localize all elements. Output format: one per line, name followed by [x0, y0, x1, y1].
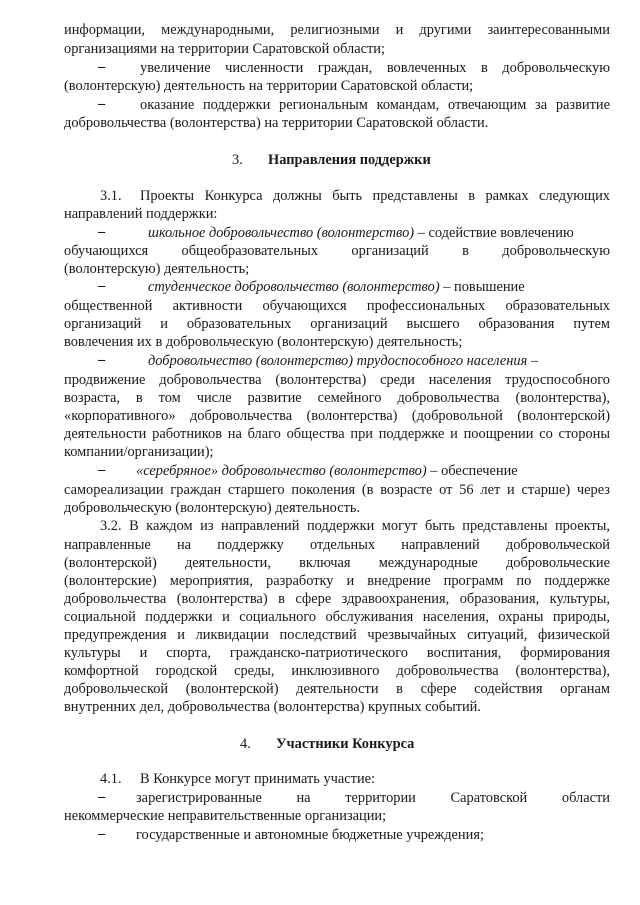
- clause-3-2-line-8: культуры и спорта, гражданско-патриотического воспитания, формирования: [64, 645, 610, 661]
- section-3-title: Направления поддержки: [268, 152, 431, 168]
- bullet-dash: –: [98, 352, 106, 368]
- bullet-dash: –: [98, 278, 106, 294]
- clause-3-1-line-2: направлений поддержки:: [64, 206, 218, 222]
- bullet-dash: –: [98, 789, 106, 805]
- bullet-dash: –: [98, 462, 106, 478]
- direction-3-line-2: продвижение добровольчества (волонтерства) среди населения трудоспособного: [64, 372, 610, 388]
- clause-3-2-line-9: комфортной городской среды, инклюзивного добровольчества (волонтерства),: [64, 663, 610, 679]
- bullet-dash: –: [98, 826, 106, 842]
- direction-1-line-1: [148, 224, 610, 243]
- direction-2-line-2: общественной активности обучающихся профессиональных образовательных: [64, 298, 610, 314]
- bullet-dash: –: [98, 224, 106, 240]
- direction-4-line-3: добровольческую (волонтерскую) деятельность.: [64, 500, 361, 516]
- intro-line-2: организациями на территории Саратовской области;: [64, 41, 385, 57]
- participant-1-line-2: некоммерческие неправительственные организации;: [64, 808, 387, 824]
- direction-2-line-4: вовлечения их в добровольческую (волонтерскую) деятельность;: [64, 334, 463, 350]
- intro-bullet-1-line-1: увеличение численности граждан, вовлеченных в добровольческую: [140, 60, 610, 76]
- direction-3-line-5: деятельности работников на благо общества при поддержке и поощрении со стороны: [64, 426, 610, 442]
- clause-3-1-number: 3.1.: [100, 188, 122, 204]
- direction-3-text: –: [527, 353, 539, 369]
- clause-3-2-line-3: (волонтерской) деятельности, включая международные добровольческие: [64, 555, 610, 571]
- direction-2-line-1: [148, 278, 610, 297]
- direction-3-line-3: возраста, в том числе развитие семейного добровольчества (волонтерства),: [64, 390, 610, 406]
- clause-3-2-line-1: 3.2. В каждом из направлений поддержки могут быть представлены проекты,: [100, 518, 610, 534]
- direction-1-line-2: обучающихся общеобразовательных организаций в добровольческую: [64, 243, 610, 259]
- direction-1-text: – содействие вовлечению: [414, 225, 574, 241]
- direction-2-line-3: организаций и образовательных организаций высшего образования путем: [64, 316, 610, 332]
- clause-3-2-line-2: направленные на поддержку отдельных направлений добровольческой: [64, 537, 610, 553]
- intro-bullet-1-line-2: (волонтерскую) деятельность на территории Саратовской области;: [64, 78, 474, 94]
- direction-3-term: добровольчество (волонтерство) трудоспособного населения: [148, 353, 528, 369]
- clause-3-2-line-4: (волонтерские) мероприятия, разработку и внедрение программ по поддержке: [64, 573, 610, 589]
- section-4-title: Участники Конкурса: [276, 736, 415, 752]
- direction-3-line-4: «корпоративного» добровольчества (волонтерства) (добровольной (волонтерской): [64, 408, 610, 424]
- clause-3-2-line-7: предупреждения и ликвидации последствий чрезвычайных ситуаций, физической: [64, 627, 610, 643]
- participant-1-line-1: зарегистрированные на территории Саратовской области: [136, 790, 610, 806]
- direction-1-term: школьное добровольчество (волонтерство): [148, 225, 415, 241]
- direction-1-line-3: (волонтерскую) деятельность;: [64, 261, 250, 277]
- direction-4-term: «серебряное» добровольчество (волонтерство): [136, 463, 427, 479]
- direction-3-line-6: компании/организации);: [64, 444, 214, 460]
- bullet-dash: –: [98, 59, 106, 75]
- section-3-number: 3.: [232, 152, 243, 168]
- clause-4-1-text: В Конкурсе могут принимать участие:: [140, 771, 376, 787]
- direction-2-term: студенческое добровольчество (волонтерство): [148, 279, 440, 295]
- direction-4-text: – обеспечение: [426, 463, 518, 479]
- clause-3-2-line-5: добровольчества (волонтерства) в сфере здравоохранения, образования, культуры,: [64, 591, 610, 607]
- clause-4-1-number: 4.1.: [100, 771, 122, 787]
- clause-3-2-line-11: внутренних дел, добровольчества (волонтерства) крупных событий.: [64, 699, 481, 715]
- direction-4-line-1: [136, 462, 610, 481]
- clause-3-2-line-10: добровольческой (волонтерской) деятельности в сфере содействия органам: [64, 681, 610, 697]
- intro-bullet-2-line-2: добровольчества (волонтерства) на территории Саратовской области.: [64, 115, 489, 131]
- intro-bullet-2-line-1: оказание поддержки региональным командам, отвечающим за развитие: [140, 97, 610, 113]
- clause-3-1-line-1: Проекты Конкурса должны быть представлены в рамках следующих: [140, 188, 610, 204]
- section-4-number: 4.: [240, 736, 251, 752]
- clause-3-2-line-6: социальной поддержки и социального обслуживания населения, охраны природы,: [64, 609, 610, 625]
- participant-2-line-1: государственные и автономные бюджетные учреждения;: [136, 827, 484, 843]
- bullet-dash: –: [98, 96, 106, 112]
- direction-2-text: – повышение: [439, 279, 525, 295]
- intro-line-1: информации, международными, религиозными и другими заинтересованными: [64, 22, 610, 38]
- direction-4-line-2: самореализации граждан старшего поколения (в возрасте от 56 лет и старше) через: [64, 482, 610, 498]
- direction-3-line-1: [148, 352, 610, 371]
